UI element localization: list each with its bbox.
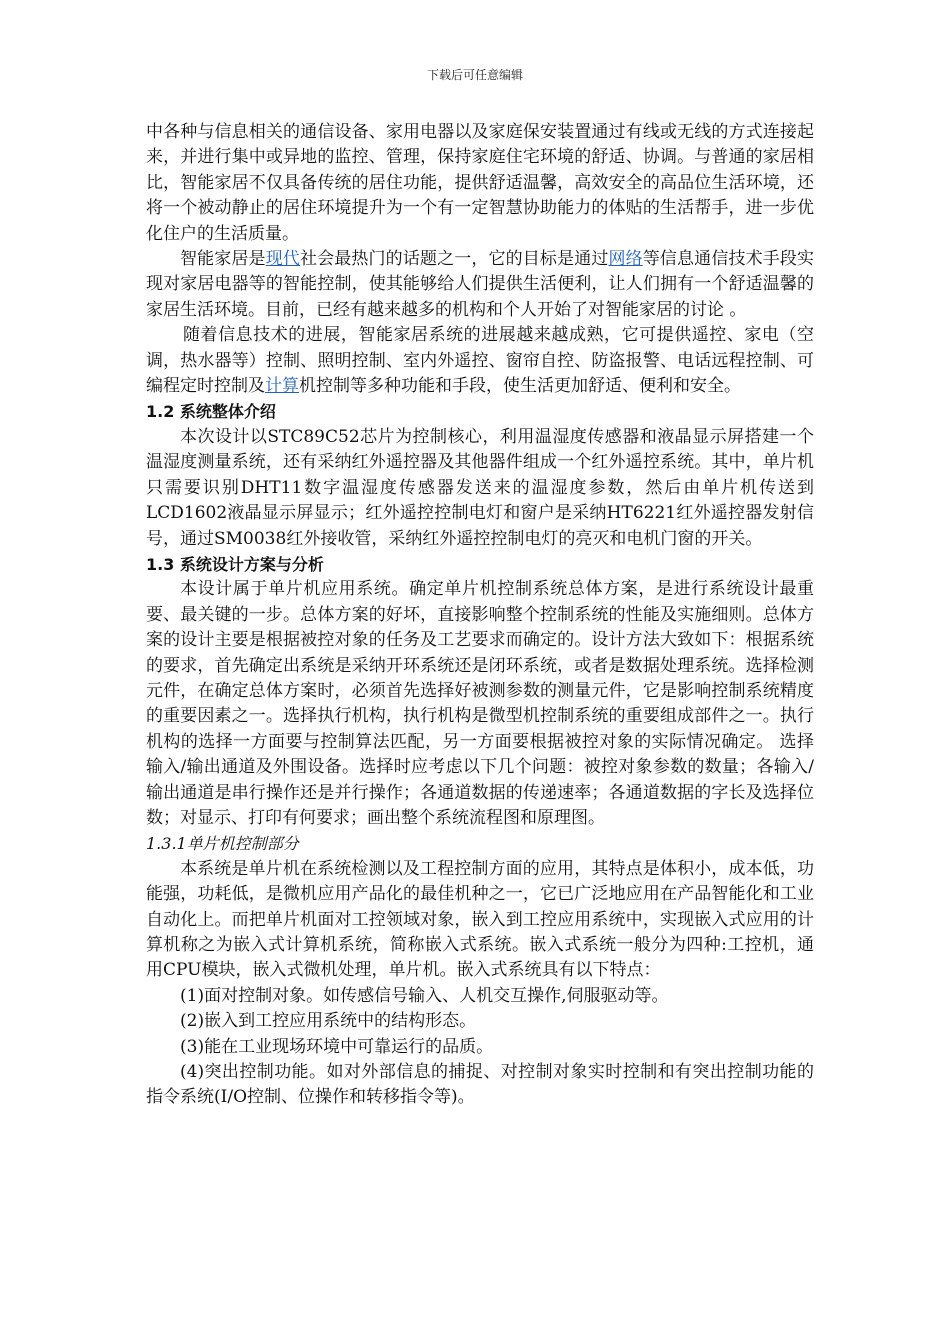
paragraph-3 (146, 323, 814, 399)
page-header: 下载后可任意编辑 (426, 68, 523, 82)
list-item-2: (2)嵌入到工控应用系统中的结构形态。 (180, 1011, 477, 1032)
paragraph-2 (146, 247, 814, 323)
paragraph-6: 本系统是单片机在系统检测以及工程控制方面的应用，其特点是体积小，成本低，功能强，功耗低，是微机应用产品化的最佳机种之一，它已广泛地应用在产品智能化和工业自动化上。而把单片机面对工控领域对象，嵌入到工控应用系统中，实现嵌入式应用的计算机称之为嵌入式计算机系统，简称嵌入式系统。嵌入式系统一般分为四种:工控机，通用CPU模块，嵌入式微机处理，单片机。嵌入式系统具有以下特点： (146, 858, 814, 981)
paragraph-4: 本次设计以STC89C52芯片为控制核心，利用温湿度传感器和液晶显示屏搭建一个温湿度测量系统，还有采纳红外遥控器及其他器件组成一个红外遥控系统。其中，单片机只需要识别DHT11数字温湿度传感器发送来的温湿度参数，然后由单片机传送到LCD1602液晶显示屏显示；红外遥控控制电灯和窗户是采纳HT6221红外遥控器发射信号，通过SM0038红外接收管，采纳红外遥控控制电灯的亮灭和电机门窗的开关。 (146, 426, 814, 549)
paragraph-5: 本设计属于单片机应用系统。确定单片机控制系统总体方案，是进行系统设计最重要、最关键的一步。总体方案的好坏，直接影响整个控制系统的性能及实施细则。总体方案的设计主要是根据被控对象的任务及工艺要求而确定的。设计方法大致如下：根据系统的要求，首先确定出系统是采纳开环系统还是闭环系统，或者是数据处理系统。选择检测元件，在确定总体方案时，必须首先选择好被测参数的测量元件，它是影响控制系统精度的重要因素之一。选择执行机构，执行机构是微型机控制系统的重要组成部件之一。执行机构的选择一方面要与控制算法匹配，另一方面要根据被控对象的实际情况确定。 选择输入/输出通道及外围设备。选择时应考虑以下几个问题：被控对象参数的数量；各输入/输出通道是串行操作还是并行操作；各通道数据的传递速率；各通道数据的字长及选择位数；对显示、打印有何要求；画出整个系统流程图和原理图。 (146, 579, 814, 828)
link-compute[interactable]: 计算 (265, 376, 299, 397)
list-item-4: (4)突出控制功能。如对外部信息的捕捉、对控制对象实时控制和有突出控制功能的指令系统(I/O控制、位操作和转移指令等)。 (146, 1062, 814, 1108)
section-heading-1-3: 1.3 系统设计方案与分析 (146, 554, 324, 574)
paragraph-2-text-c: 等信息通信技术手段实现对家居电器等的智能控制，使其能够给人们提供生活便利，让人们拥有一个舒适温馨的家居生活环境。目前，已经有越来越多的机构和个人开始了对智能家居的讨论 。 (146, 249, 815, 320)
paragraph-1: 中各种与信息相关的通信设备、家用电器以及家庭保安装置通过有线或无线的方式连接起来，并进行集中或异地的监控、管理，保持家庭住宅环境的舒适、协调。与普通的家居相比，智能家居不仅具备传统的居住功能，提供舒适温馨，高效安全的高品位生活环境，还将一个被动静止的居住环境提升为一个有一定智慧协助能力的体贴的生活帮手，进一步优化住户的生活质量。 (146, 122, 814, 244)
paragraph-2-text-a: 智能家居是 (180, 249, 266, 270)
list-item-3: (3)能在工业现场环境中可靠运行的品质。 (180, 1036, 494, 1057)
section-heading-1-2: 1.2 系统整体介绍 (146, 402, 276, 422)
document-body (146, 120, 814, 1111)
list-item-1: (1)面对控制对象。如传感信号输入、人机交互操作,伺服驱动等。 (180, 985, 669, 1006)
paragraph-3-text-a: 随着信息技术的进展，智能家居系统的进展越来越成熟，它可提供遥控、家电（空调，热水器等）控制、照明控制、室内外遥控、窗帘自控、防盗报警、电话远程控制、可编程定时控制及 (146, 325, 814, 397)
subsection-heading-1-3-1: 1.3.1单片机控制部分 (146, 834, 299, 854)
paragraph-3-text-b: 机控制等多种功能和手段，使生活更加舒适、便利和安全。 (299, 376, 741, 397)
paragraph-2-text-b: 社会最热门的话题之一，它的目标是通过 (299, 249, 609, 270)
link-network[interactable]: 网络 (608, 249, 643, 270)
link-modern[interactable]: 现代 (265, 249, 300, 270)
